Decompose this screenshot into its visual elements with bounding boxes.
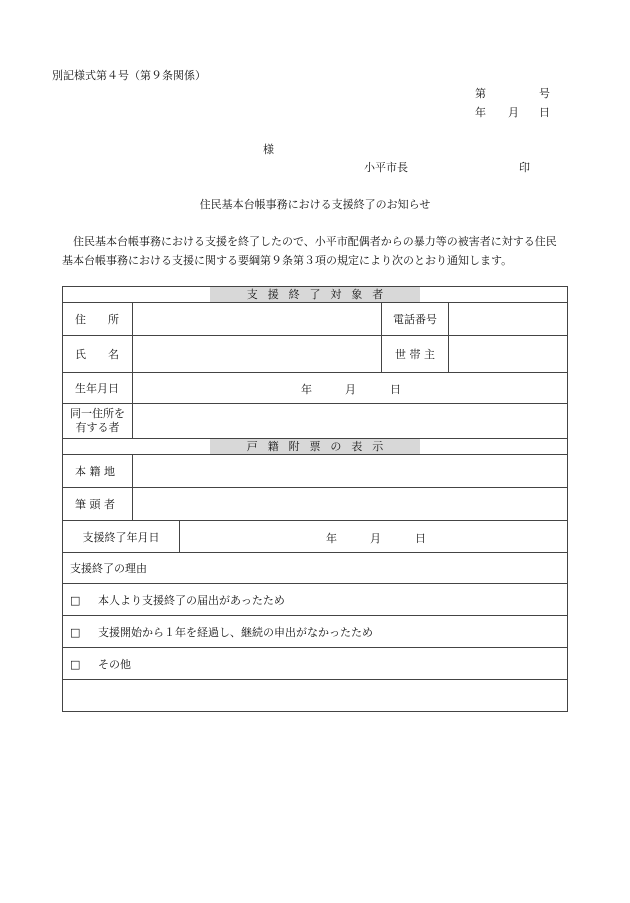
reason-option-1[interactable] <box>63 584 568 616</box>
phone-field[interactable] <box>449 303 568 336</box>
reason-option-3[interactable] <box>63 648 568 680</box>
end-date-year: 年 <box>326 531 337 545</box>
doc-date-year: 年 <box>475 106 486 119</box>
end-date-month: 月 <box>370 531 381 545</box>
form-number-label: 別記様式第４号（第９条関係） <box>52 69 206 82</box>
notice-form-table <box>62 286 568 712</box>
checkbox-icon[interactable]: □ <box>70 657 81 671</box>
birthdate-field[interactable] <box>133 373 568 404</box>
birthdate-month: 月 <box>345 383 356 396</box>
address-label: 住 所 <box>63 303 133 336</box>
reason-label-3: その他 <box>98 657 131 671</box>
same-address-label-line2: 有する者 <box>75 421 120 434</box>
reason-label-1: 本人より支援終了の届出があったため <box>98 593 285 607</box>
reason-label-2: 支援開始から１年を経過し、継続の申出がなかったため <box>98 625 373 639</box>
head-label: 筆 頭 者 <box>63 488 133 521</box>
section-header-row <box>63 287 568 303</box>
issuer-line <box>364 159 530 173</box>
reason-option-2[interactable] <box>63 616 568 648</box>
domicile-label: 本 籍 地 <box>63 455 133 488</box>
doc-no-suffix: 号 <box>539 87 550 100</box>
birthdate-day: 日 <box>390 383 401 396</box>
name-field[interactable] <box>133 336 382 373</box>
same-address-field[interactable] <box>133 404 568 439</box>
section-header-family-register: 戸籍附票の表示 <box>210 439 420 454</box>
doc-date-month: 月 <box>508 106 519 119</box>
end-date-label: 支援終了年月日 <box>63 521 180 553</box>
checkbox-icon[interactable]: □ <box>70 593 81 607</box>
end-date-field[interactable] <box>180 521 568 553</box>
seal-mark: 印 <box>519 161 530 174</box>
address-field[interactable] <box>133 303 382 336</box>
householder-field[interactable] <box>449 336 568 373</box>
section-header-row-2 <box>63 439 568 455</box>
other-reason-field[interactable] <box>63 680 568 712</box>
domicile-field[interactable] <box>133 455 568 488</box>
issuer-name: 小平市長 <box>364 161 408 174</box>
birthdate-label: 生年月日 <box>63 373 133 404</box>
doc-no-prefix: 第 <box>475 87 486 100</box>
addressee-suffix: 様 <box>263 143 274 156</box>
householder-label: 世 帯 主 <box>382 336 449 373</box>
doc-date-day: 日 <box>539 106 550 119</box>
document-date-line <box>475 104 550 118</box>
section-header-subject: 支援終了対象者 <box>210 287 420 302</box>
checkbox-icon[interactable]: □ <box>70 625 81 639</box>
document-title: 住民基本台帳事務における支援終了のお知らせ <box>199 198 431 211</box>
notice-body: 住民基本台帳事務における支援を終了したので、小平市配偶者からの暴力等の被害者に対する住民基本台帳事務における支援に関する要綱第９条第３項の規定により次のとおり通知します。 <box>62 235 557 267</box>
document-number-line <box>475 85 550 99</box>
phone-label: 電話番号 <box>382 303 449 336</box>
birthdate-year: 年 <box>301 383 312 396</box>
head-field[interactable] <box>133 488 568 521</box>
reason-heading: 支援終了の理由 <box>63 553 568 584</box>
end-date-day: 日 <box>415 531 426 545</box>
same-address-label <box>63 404 133 439</box>
same-address-label-line1: 同一住所を <box>70 407 125 420</box>
name-label: 氏 名 <box>63 336 133 373</box>
